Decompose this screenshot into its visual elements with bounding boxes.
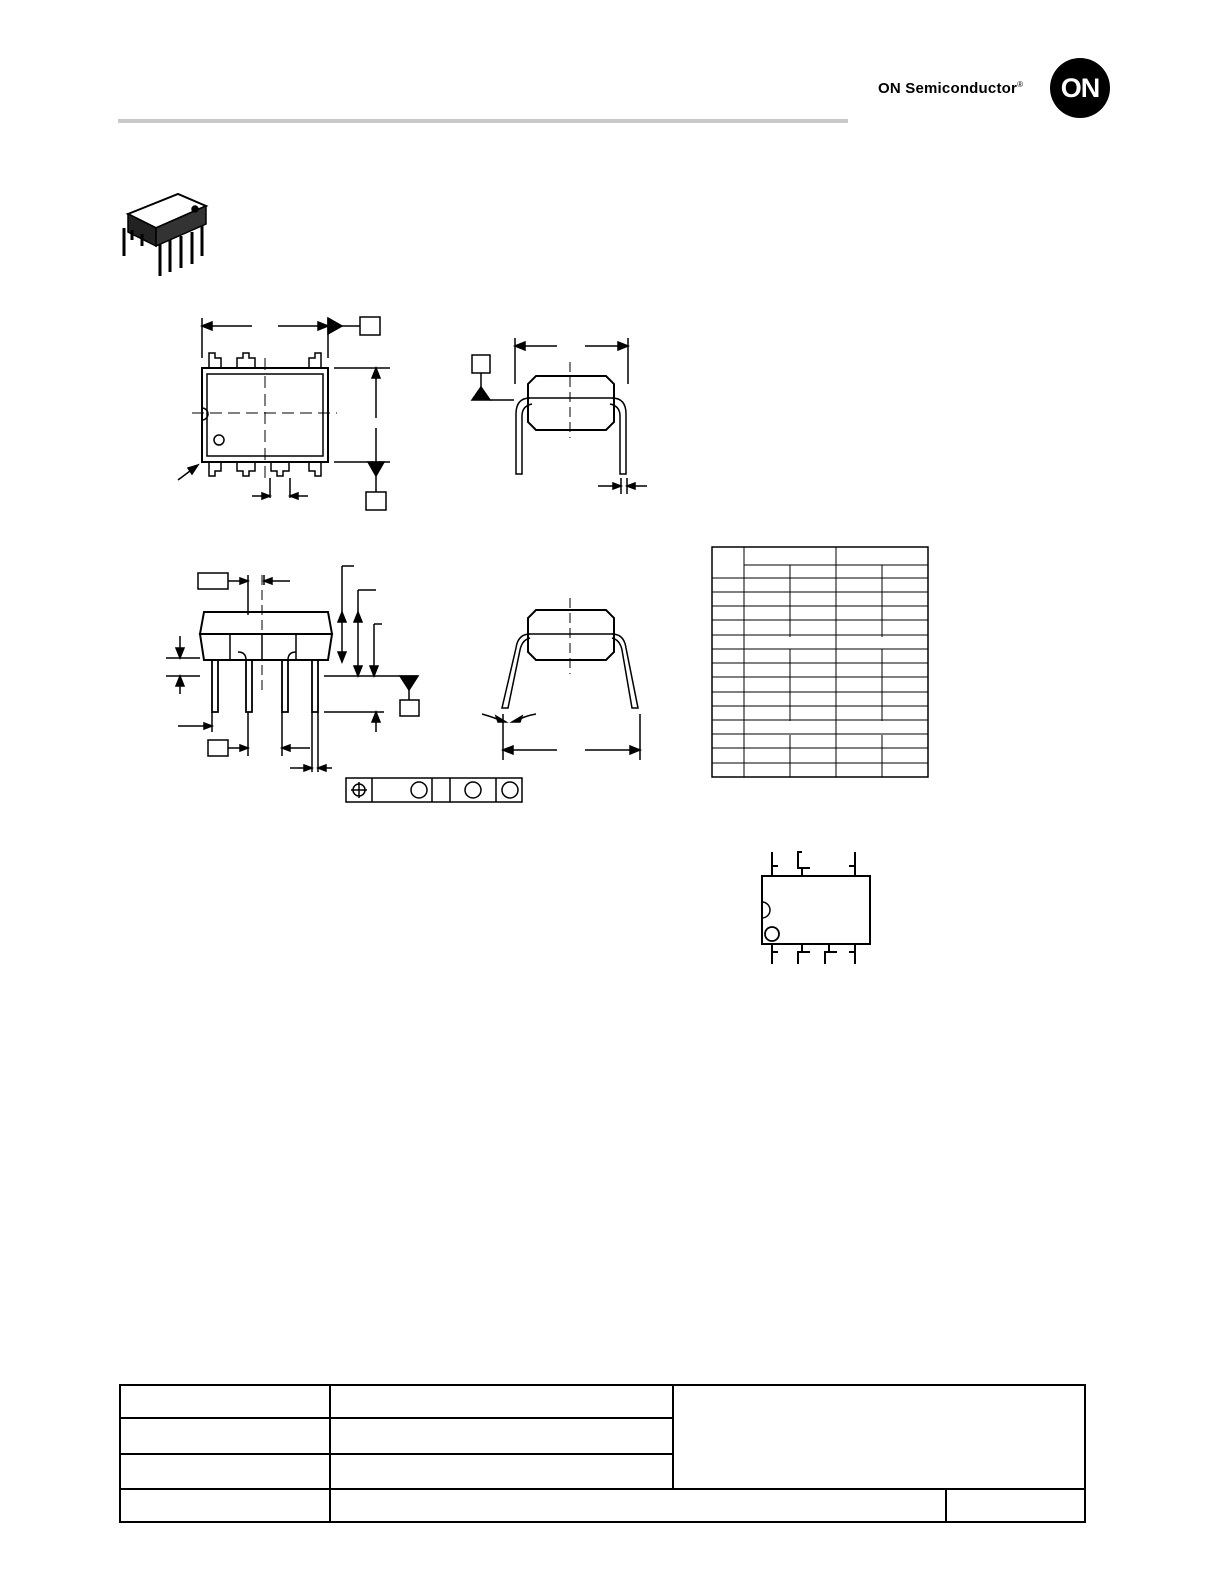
footer-divider <box>121 1453 672 1455</box>
footer-title-block <box>119 1384 1086 1523</box>
brand-name: ON Semiconductor® <box>878 80 1024 97</box>
footer-divider <box>121 1417 672 1419</box>
footer-divider <box>672 1386 674 1488</box>
on-logo: ON <box>1050 58 1110 118</box>
footer-divider <box>945 1488 947 1521</box>
end-view-top <box>472 338 647 494</box>
dimension-table <box>712 547 928 777</box>
top-view <box>178 317 390 510</box>
dip8-package-icon <box>124 194 206 276</box>
footer-divider <box>121 1488 1084 1490</box>
marking-diagram <box>762 852 870 964</box>
end-view-bottom <box>482 598 640 760</box>
side-view <box>166 566 522 802</box>
